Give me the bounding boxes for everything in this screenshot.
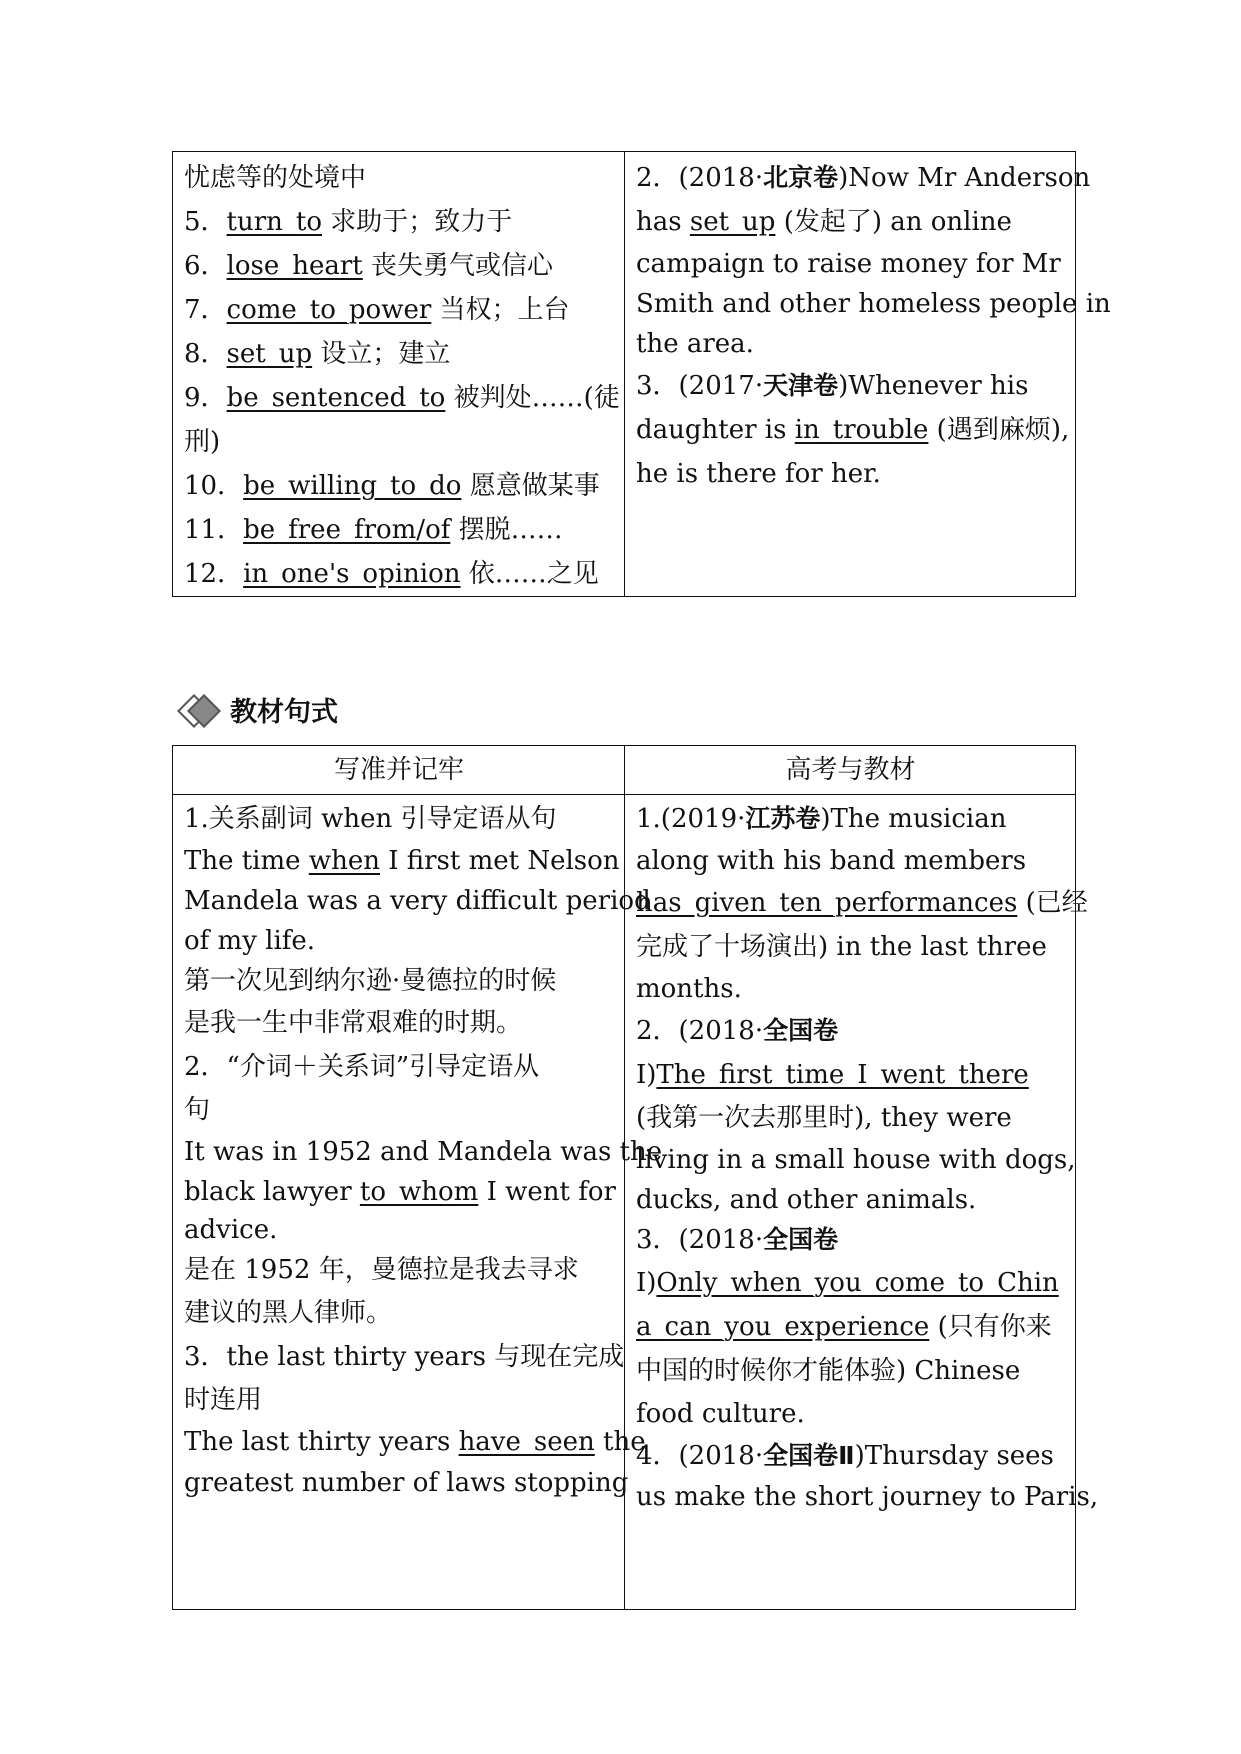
text-line: 8．set_up 设立；建立 (184, 339, 451, 369)
answer-underline: come_to_power (226, 295, 432, 325)
diamond-bullet-icon (180, 691, 216, 727)
answer-underline: set_up (226, 339, 313, 369)
text-line: greatest number of laws stopping (184, 1468, 629, 1498)
exam-example-list (636, 156, 1111, 496)
answer-underline: be_willing_to_do (243, 471, 462, 501)
text-line: 6．lose_heart 丧失勇气或信心 (184, 251, 554, 281)
text-line: Mandela was a very difficult period (184, 886, 651, 916)
exam-examples-cell (625, 795, 1099, 1610)
answer-underline: set_up (689, 207, 776, 237)
pattern-list (184, 797, 663, 1503)
answer-underline: be_free_from/of (243, 515, 451, 545)
exam-example-list (636, 797, 1099, 1517)
text-line: 2．(2018·北京卷)Now Mr Anderson (636, 163, 1091, 193)
text-line: advice. (184, 1215, 278, 1245)
exam-source: 天津卷 (763, 371, 839, 400)
text-line: 7．come_to_power 当权；上台 (184, 295, 570, 325)
answer-underline: be_sentenced_to (226, 383, 446, 413)
exam-source: 全国卷Ⅱ (763, 1441, 855, 1470)
text-line: Ⅰ)The_first_time_I_went_there (636, 1060, 1029, 1090)
text-line: 1.关系副词 when 引导定语从句 (184, 804, 557, 834)
table-row (173, 795, 1076, 1610)
header-right: 高考与教材 (625, 746, 1076, 795)
text-line: he is there for her. (636, 459, 881, 489)
text-line: has_given_ten_performances (已经 (636, 888, 1088, 918)
text-line: daughter is in_trouble (遇到麻烦), (636, 415, 1070, 445)
text-line: 5．turn_to 求助于；致力于 (184, 207, 513, 237)
text-line: 中国的时候你才能体验) Chinese (636, 1356, 1021, 1386)
text-line: 第一次见到纳尔逊·曼德拉的时候 (184, 966, 557, 996)
text-line: 刑) (184, 427, 221, 457)
text-line: Smith and other homeless people in (636, 289, 1111, 319)
text-line: 3．(2018·全国卷 (636, 1225, 839, 1255)
patterns-cell (173, 795, 663, 1610)
text-line: Ⅰ)Only_when_you_come_to_Chin (636, 1268, 1059, 1298)
text-line: black lawyer to_whom I went for (184, 1177, 616, 1207)
table-row (173, 152, 1076, 597)
text-line: along with his band members (636, 846, 1027, 876)
text-line: of my life. (184, 926, 316, 956)
text-line: 11．be_free_from/of 摆脱…… (184, 515, 563, 545)
answer-underline: when (308, 846, 380, 876)
text-line: 建议的黑人律师。 (184, 1298, 393, 1328)
text-line: The last thirty years have_seen the (184, 1427, 646, 1457)
text-line: 是在 1952 年，曼德拉是我去寻求 (184, 1255, 579, 1285)
phrases-table (172, 151, 1111, 597)
text-line: 1.(2019·江苏卷)The musician (636, 804, 1007, 834)
exam-source: 全国卷 (763, 1225, 839, 1254)
text-line: 3．the last thirty years 与现在完成 (184, 1342, 625, 1372)
text-line: us make the short journey to Paris, (636, 1482, 1099, 1512)
phrases-cell (173, 152, 625, 597)
header-left: 写准并记牢 (173, 746, 625, 795)
table-header-row (173, 746, 1076, 795)
exam-examples-cell (625, 152, 1111, 597)
text-line: The time when I first met Nelson (184, 846, 620, 876)
sentence-patterns-table (172, 745, 1099, 1610)
text-line: 12．in_one's_opinion 依……之见 (184, 559, 599, 589)
answer-underline: Only_when_you_come_to_Chin (656, 1268, 1059, 1298)
answer-underline: in_trouble (794, 415, 929, 445)
answer-underline: The_first_time_I_went_there (656, 1060, 1029, 1090)
text-line: has set_up (发起了) an online (636, 207, 1012, 237)
answer-underline: a_can_you_experience (636, 1312, 930, 1342)
phrase-list (184, 156, 620, 596)
answer-underline: lose_heart (226, 251, 363, 281)
text-line: months. (636, 974, 742, 1004)
text-line: the area. (636, 329, 754, 359)
text-line: living in a small house with dogs, (636, 1145, 1076, 1175)
text-line: 4．(2018·全国卷Ⅱ)Thursday sees (636, 1441, 1054, 1471)
text-line: a_can_you_experience (只有你来 (636, 1312, 1052, 1342)
answer-underline: in_one's_opinion (243, 559, 461, 589)
exam-source: 全国卷 (763, 1016, 839, 1045)
answer-underline: have_seen (458, 1427, 595, 1457)
text-line: 10．be_willing_to_do 愿意做某事 (184, 471, 600, 501)
text-line: 2．(2018·全国卷 (636, 1016, 839, 1046)
text-line: (我第一次去那里时), they were (636, 1103, 1012, 1133)
text-line: 2．“介词＋关系词”引导定语从 (184, 1052, 540, 1082)
text-line: 是我一生中非常艰难的时期。 (184, 1008, 523, 1038)
answer-underline: turn_to (226, 207, 323, 237)
exam-source: 北京卷 (763, 163, 839, 192)
section-title: 教材句式 (230, 696, 338, 728)
section-heading (180, 684, 338, 734)
text-line: ducks, and other animals. (636, 1185, 977, 1215)
text-line: 句 (184, 1095, 211, 1125)
answer-underline: has_given_ten_performances (636, 888, 1018, 918)
answer-underline: to_whom (359, 1177, 479, 1207)
text-line: 9．be_sentenced_to 被判处……(徒 (184, 383, 620, 413)
text-line: 3．(2017·天津卷)Whenever his (636, 371, 1029, 401)
text-line: 时连用 (184, 1385, 263, 1415)
text-line: It was in 1952 and Mandela was the (184, 1137, 663, 1167)
text-line: 完成了十场演出) in the last three (636, 932, 1047, 962)
text-line: campaign to raise money for Mr (636, 249, 1061, 279)
exam-source: 江苏卷 (745, 804, 821, 833)
text-line: food culture. (636, 1399, 805, 1429)
text-line: 忧虑等的处境中 (184, 163, 367, 193)
